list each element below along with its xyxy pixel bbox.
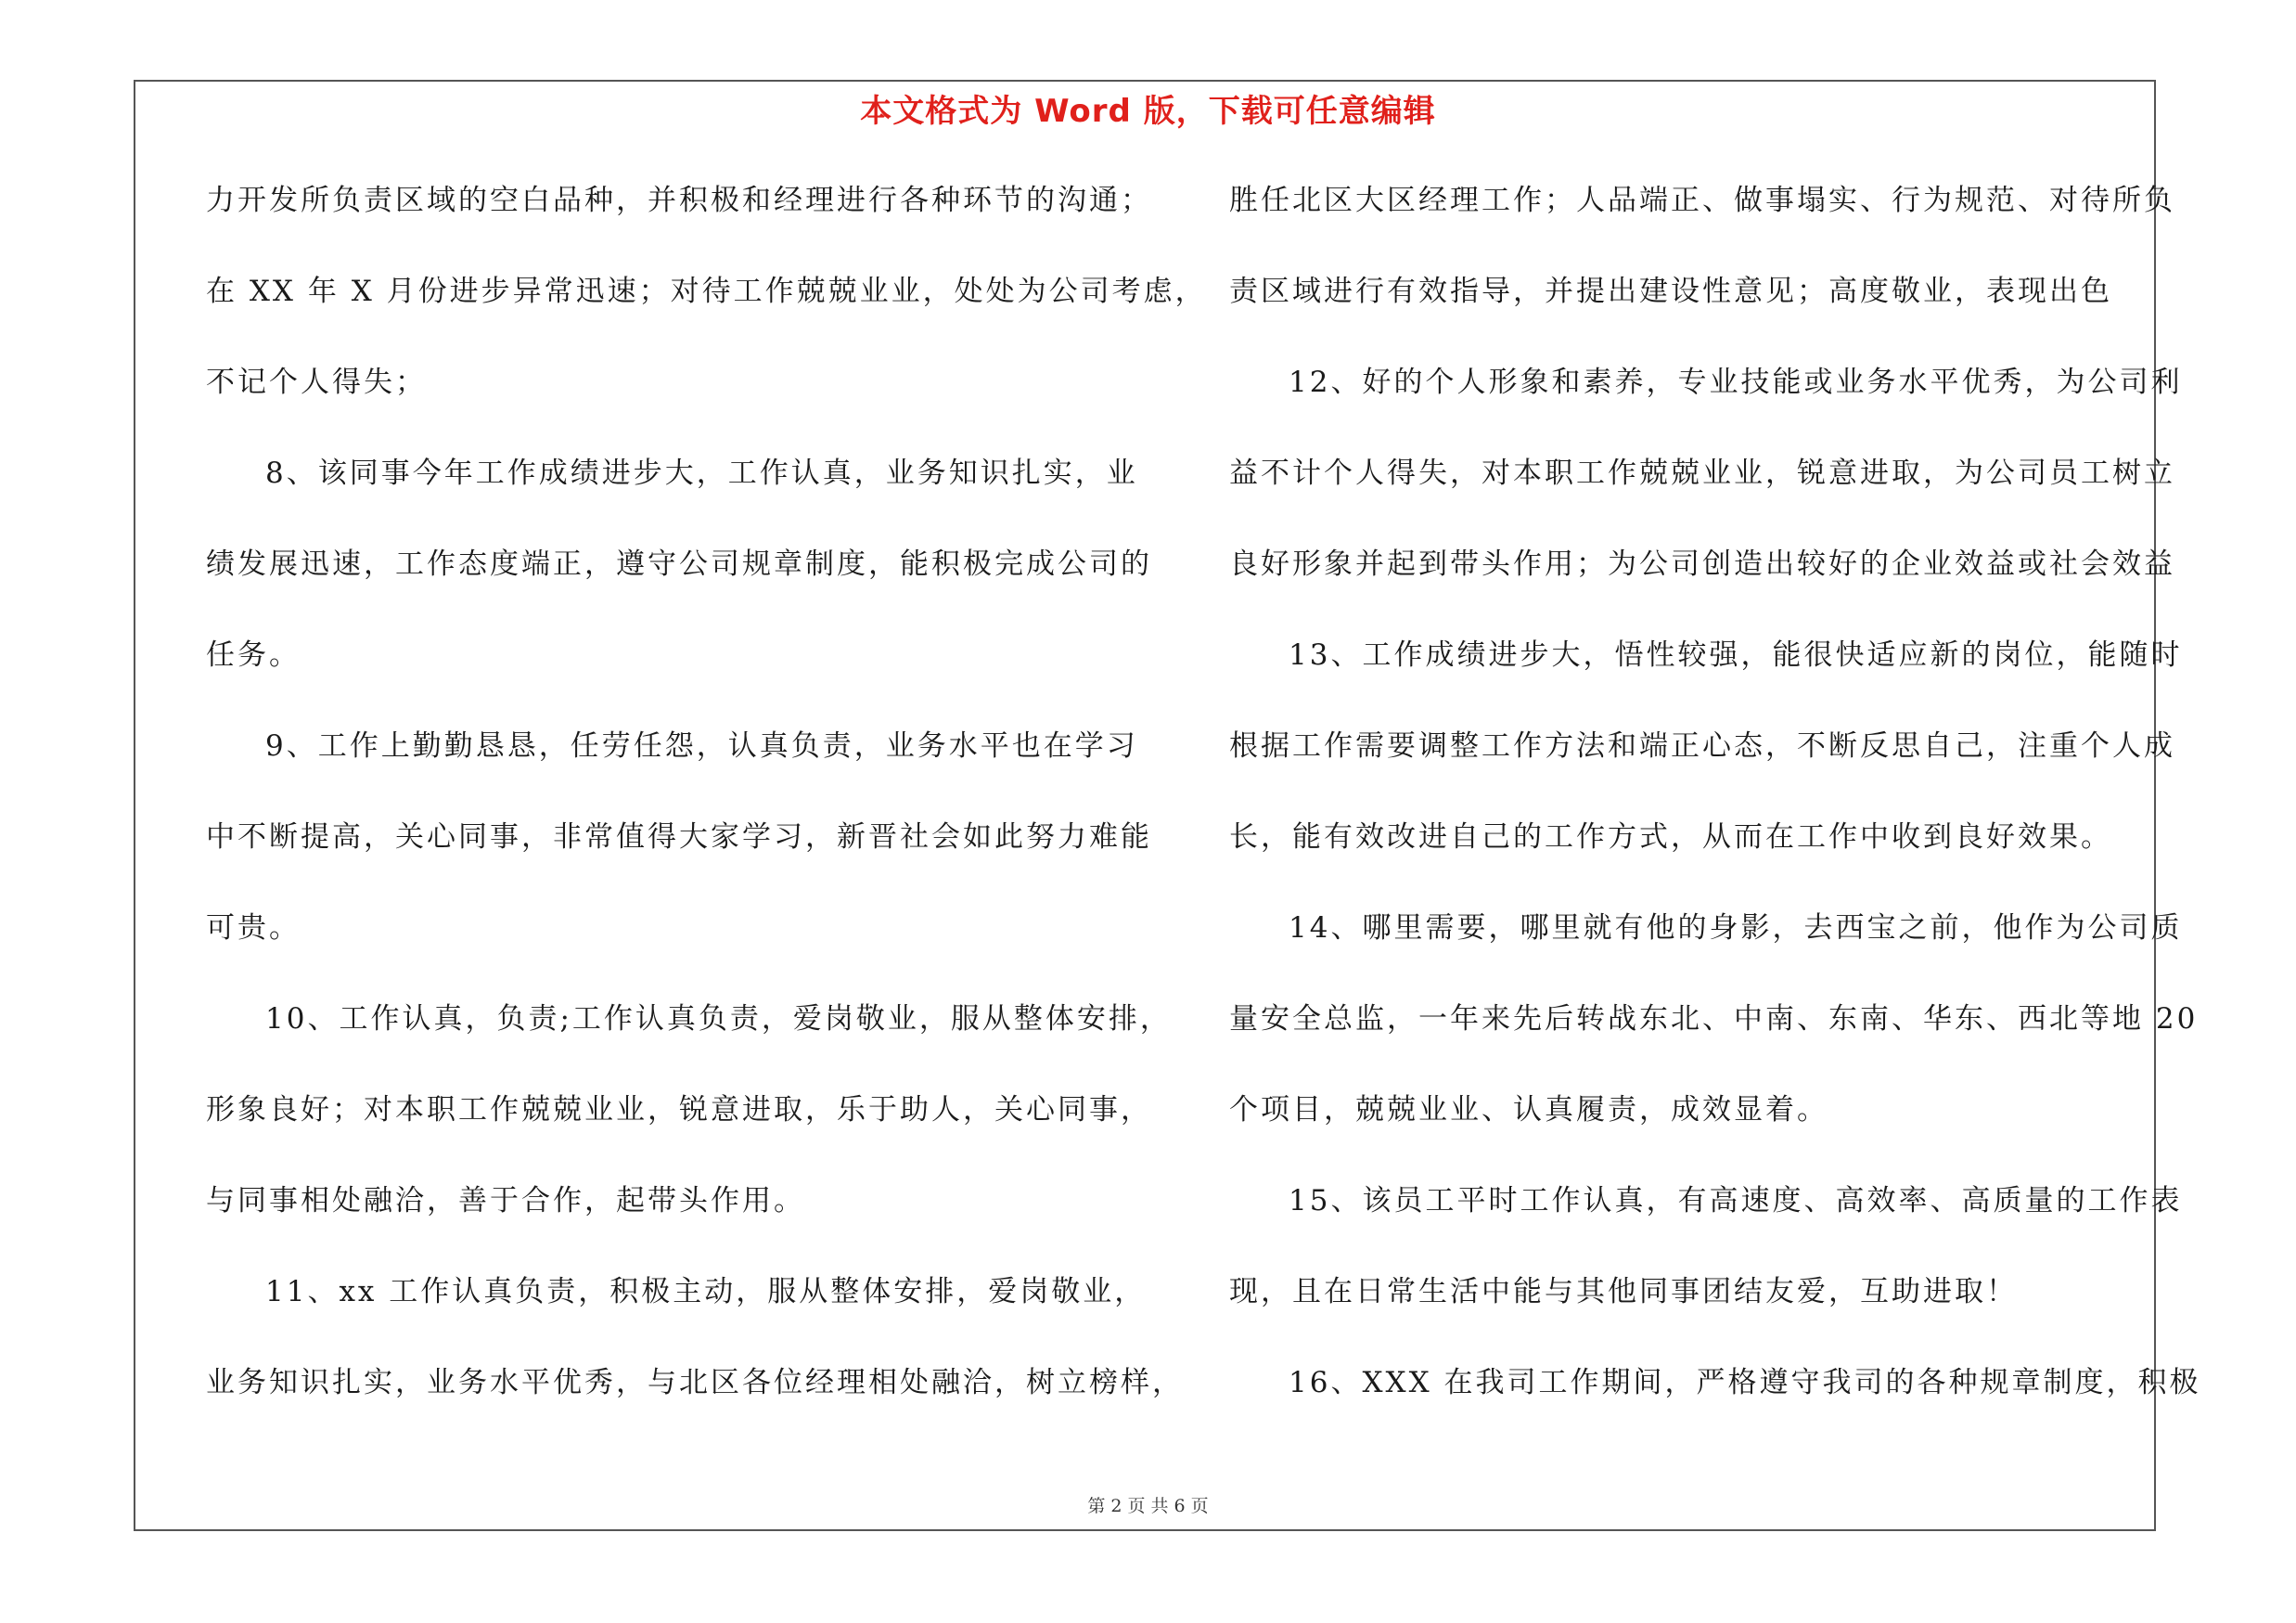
text-line: 形象良好；对本职工作兢兢业业，锐意进取，乐于助人，关心同事，	[206, 1093, 1152, 1127]
text-line: 任务。	[206, 638, 301, 672]
text-line: 与同事相处融洽，善于合作，起带头作用。	[206, 1184, 805, 1217]
text-line: 在 XX 年 X 月份进步异常迅速；对待工作兢兢业业，处处为公司考虑，	[206, 275, 1207, 308]
text-line: 益不计个人得失，对本职工作兢兢业业，锐意进取，为公司员工树立	[1229, 457, 2175, 490]
text-line: 11、xx 工作认真负责，积极主动，服从整体安排，爱岗敬业，	[265, 1275, 1147, 1308]
text-line: 12、好的个人形象和素养，专业技能或业务水平优秀，为公司利	[1289, 366, 2183, 399]
text-line: 14、哪里需要，哪里就有他的身影，去西宝之前，他作为公司质	[1289, 911, 2183, 945]
text-line: 力开发所负责区域的空白品种，并积极和经理进行各种环节的沟通；	[206, 184, 1152, 217]
page-number-footer: 第 2 页 共 6 页	[1087, 1496, 1209, 1516]
text-line: 绩发展迅速，工作态度端正，遵守公司规章制度，能积极完成公司的	[206, 547, 1152, 581]
text-line: 业务知识扎实，业务水平优秀，与北区各位经理相处融洽，树立榜样，	[206, 1366, 1184, 1399]
text-line: 13、工作成绩进步大，悟性较强，能很快适应新的岗位，能随时	[1289, 638, 2183, 672]
text-line: 量安全总监，一年来先后转战东北、中南、东南、华东、西北等地 20	[1229, 1002, 2199, 1036]
format-notice-banner: 本文格式为 Word 版，下载可任意编辑	[860, 93, 1436, 130]
text-line: 15、该员工平时工作认真，有高速度、高效率、高质量的工作表	[1289, 1184, 2183, 1217]
text-line: 16、XXX 在我司工作期间，严格遵守我司的各种规章制度，积极	[1289, 1366, 2201, 1399]
right-text-column	[1229, 182, 2201, 1455]
text-line: 8、该同事今年工作成绩进步大，工作认真，业务知识扎实，业	[265, 457, 1138, 490]
text-line: 长，能有效改进自己的工作方式，从而在工作中收到良好效果。	[1229, 820, 2112, 854]
text-line: 责区域进行有效指导，并提出建设性意见；高度敬业，表现出色	[1229, 275, 2112, 308]
text-line: 中不断提高，关心同事，非常值得大家学习，新晋社会如此努力难能	[206, 820, 1152, 854]
text-line: 9、工作上勤勤恳恳，任劳任怨，认真负责，业务水平也在学习	[265, 729, 1138, 763]
text-line: 现，且在日常生活中能与其他同事团结友爱，互助进取！	[1229, 1275, 2018, 1308]
left-text-column	[206, 182, 1207, 1455]
text-line: 胜任北区大区经理工作；人品端正、做事塌实、行为规范、对待所负	[1229, 184, 2175, 217]
text-line: 根据工作需要调整工作方法和端正心态，不断反思自己，注重个人成	[1229, 729, 2175, 763]
text-line: 良好形象并起到带头作用；为公司创造出较好的企业效益或社会效益	[1229, 547, 2175, 581]
text-line: 可贵。	[206, 911, 301, 945]
text-line: 个项目，兢兢业业、认真履责，成效显着。	[1229, 1093, 1828, 1127]
text-line: 10、工作认真，负责;工作认真负责，爱岗敬业，服从整体安排，	[265, 1002, 1172, 1036]
text-line: 不记个人得失；	[206, 366, 427, 399]
